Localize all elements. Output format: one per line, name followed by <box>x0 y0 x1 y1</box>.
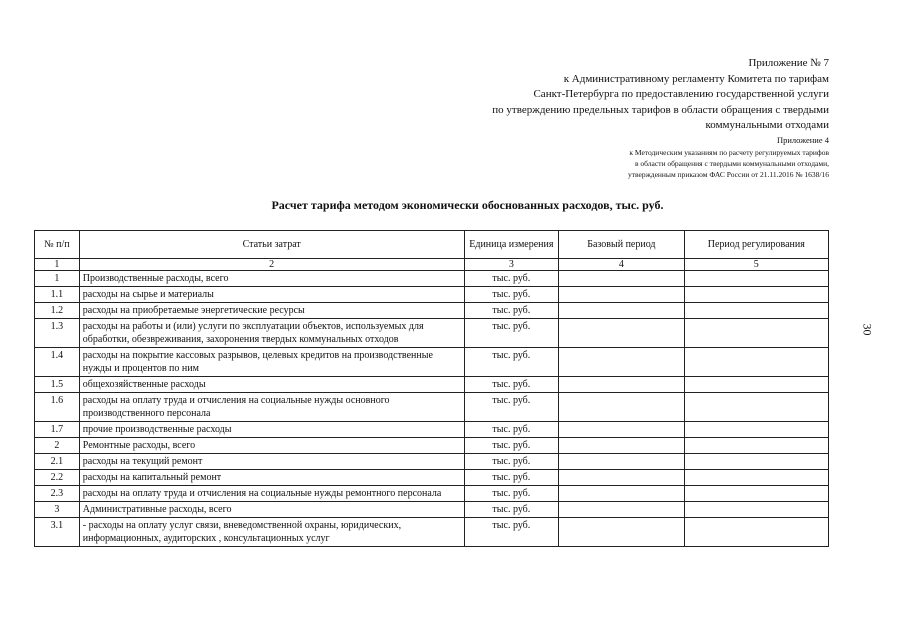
row-cost-item: прочие производственные расходы <box>79 422 464 438</box>
sub-header-line: к Методическим указаниям по расчету регулируемых тарифов <box>629 147 829 157</box>
column-index: 1 <box>35 259 80 271</box>
row-unit: тыс. руб. <box>464 470 559 486</box>
column-index-row <box>35 259 829 271</box>
table-row <box>35 470 829 486</box>
row-number: 2.2 <box>35 470 80 486</box>
row-base-period-value <box>559 438 684 454</box>
row-cost-item: Производственные расходы, всего <box>79 271 464 287</box>
row-regulation-period-value <box>684 470 828 486</box>
table-row <box>35 303 829 319</box>
row-regulation-period-value <box>684 303 828 319</box>
row-unit: тыс. руб. <box>464 454 559 470</box>
header-line: Приложение № 7 <box>748 57 829 69</box>
row-cost-item: расходы на сырье и материалы <box>79 287 464 303</box>
row-cost-item: расходы на оплату труда и отчисления на социальные нужды основного производственного персонала <box>79 393 464 422</box>
row-base-period-value <box>559 486 684 502</box>
row-unit: тыс. руб. <box>464 438 559 454</box>
row-base-period-value <box>559 319 684 348</box>
row-regulation-period-value <box>684 319 828 348</box>
table-row <box>35 454 829 470</box>
row-unit: тыс. руб. <box>464 502 559 518</box>
row-regulation-period-value <box>684 486 828 502</box>
document-title: Расчет тарифа методом экономически обоснованных расходов, тыс. руб. <box>271 198 664 212</box>
row-unit: тыс. руб. <box>464 271 559 287</box>
row-unit: тыс. руб. <box>464 518 559 547</box>
row-cost-item: расходы на оплату труда и отчисления на социальные нужды ремонтного персонала <box>79 486 464 502</box>
row-unit: тыс. руб. <box>464 303 559 319</box>
header-line: к Административному регламенту Комитета по тарифам <box>563 72 829 85</box>
sub-appendix-title: Приложение 4 <box>777 134 829 145</box>
row-number: 1.2 <box>35 303 80 319</box>
row-unit: тыс. руб. <box>464 348 559 377</box>
column-index: 2 <box>79 259 464 271</box>
table-row <box>35 518 829 547</box>
column-index: 4 <box>559 259 684 271</box>
row-unit: тыс. руб. <box>464 393 559 422</box>
row-base-period-value <box>559 422 684 438</box>
table-row <box>35 422 829 438</box>
table-row <box>35 486 829 502</box>
table-row <box>35 348 829 377</box>
row-number: 3 <box>35 502 80 518</box>
row-unit: тыс. руб. <box>464 377 559 393</box>
row-cost-item: Ремонтные расходы, всего <box>79 438 464 454</box>
row-cost-item: Административные расходы, всего <box>79 502 464 518</box>
row-regulation-period-value <box>684 377 828 393</box>
row-regulation-period-value <box>684 518 828 547</box>
page-number: 30 <box>860 323 875 336</box>
table-row <box>35 377 829 393</box>
table-row <box>35 319 829 348</box>
row-number: 2 <box>35 438 80 454</box>
header-line: по утверждению предельных тарифов в области обращения с твердыми <box>492 103 829 116</box>
row-regulation-period-value <box>684 422 828 438</box>
row-unit: тыс. руб. <box>464 486 559 502</box>
row-number: 1.4 <box>35 348 80 377</box>
column-header-cost-item: Статьи затрат <box>79 231 464 259</box>
column-index: 3 <box>464 259 559 271</box>
row-base-period-value <box>559 518 684 547</box>
row-cost-item: - расходы на оплату услуг связи, вневедомственной охраны, юридических, информационных, аудиторских , консультационных услуг <box>79 518 464 547</box>
row-number: 1 <box>35 271 80 287</box>
row-number: 1.7 <box>35 422 80 438</box>
row-base-period-value <box>559 303 684 319</box>
row-cost-item: расходы на работы и (или) услуги по эксплуатации объектов, используемых для обработки, обезвреживания, захоронения твердых коммунальных отходов <box>79 319 464 348</box>
row-base-period-value <box>559 377 684 393</box>
row-cost-item: расходы на капитальный ремонт <box>79 470 464 486</box>
row-unit: тыс. руб. <box>464 287 559 303</box>
row-regulation-period-value <box>684 438 828 454</box>
row-unit: тыс. руб. <box>464 319 559 348</box>
row-number: 1.5 <box>35 377 80 393</box>
header-line: Санкт-Петербурга по предоставлению государственной услуги <box>533 88 829 100</box>
column-header-regulation-period: Период регулирования <box>684 231 828 259</box>
row-cost-item: общехозяйственные расходы <box>79 377 464 393</box>
table-row <box>35 287 829 303</box>
row-base-period-value <box>559 470 684 486</box>
sub-header-line: утвержденным приказом ФАС России от 21.11.2016 № 1638/16 <box>627 169 829 179</box>
row-base-period-value <box>559 502 684 518</box>
cost-table <box>34 230 829 547</box>
row-regulation-period-value <box>684 348 828 377</box>
sub-header-line: в области обращения с твердыми коммунальными отходами, <box>635 158 829 168</box>
table-row <box>35 271 829 287</box>
column-header-unit: Единица измерения <box>464 231 559 259</box>
table-row <box>35 438 829 454</box>
table-header-row <box>35 231 829 259</box>
row-base-period-value <box>559 348 684 377</box>
row-cost-item: расходы на текущий ремонт <box>79 454 464 470</box>
row-regulation-period-value <box>684 287 828 303</box>
column-index: 5 <box>684 259 828 271</box>
row-regulation-period-value <box>684 502 828 518</box>
row-base-period-value <box>559 454 684 470</box>
column-header-base-period: Базовый период <box>559 231 684 259</box>
column-header-number: № п/п <box>35 231 80 259</box>
header-line: коммунальными отходами <box>705 119 829 131</box>
row-cost-item: расходы на покрытие кассовых разрывов, целевых кредитов на производственные нужды и процентов по ним <box>79 348 464 377</box>
row-base-period-value <box>559 393 684 422</box>
row-base-period-value <box>559 271 684 287</box>
row-number: 3.1 <box>35 518 80 547</box>
table-row <box>35 502 829 518</box>
row-regulation-period-value <box>684 454 828 470</box>
appendix-header <box>492 56 829 180</box>
row-regulation-period-value <box>684 393 828 422</box>
row-number: 1.6 <box>35 393 80 422</box>
row-unit: тыс. руб. <box>464 422 559 438</box>
row-number: 2.1 <box>35 454 80 470</box>
row-base-period-value <box>559 287 684 303</box>
row-number: 2.3 <box>35 486 80 502</box>
row-regulation-period-value <box>684 271 828 287</box>
row-number: 1.1 <box>35 287 80 303</box>
row-number: 1.3 <box>35 319 80 348</box>
table-row <box>35 393 829 422</box>
row-cost-item: расходы на приобретаемые энергетические ресурсы <box>79 303 464 319</box>
